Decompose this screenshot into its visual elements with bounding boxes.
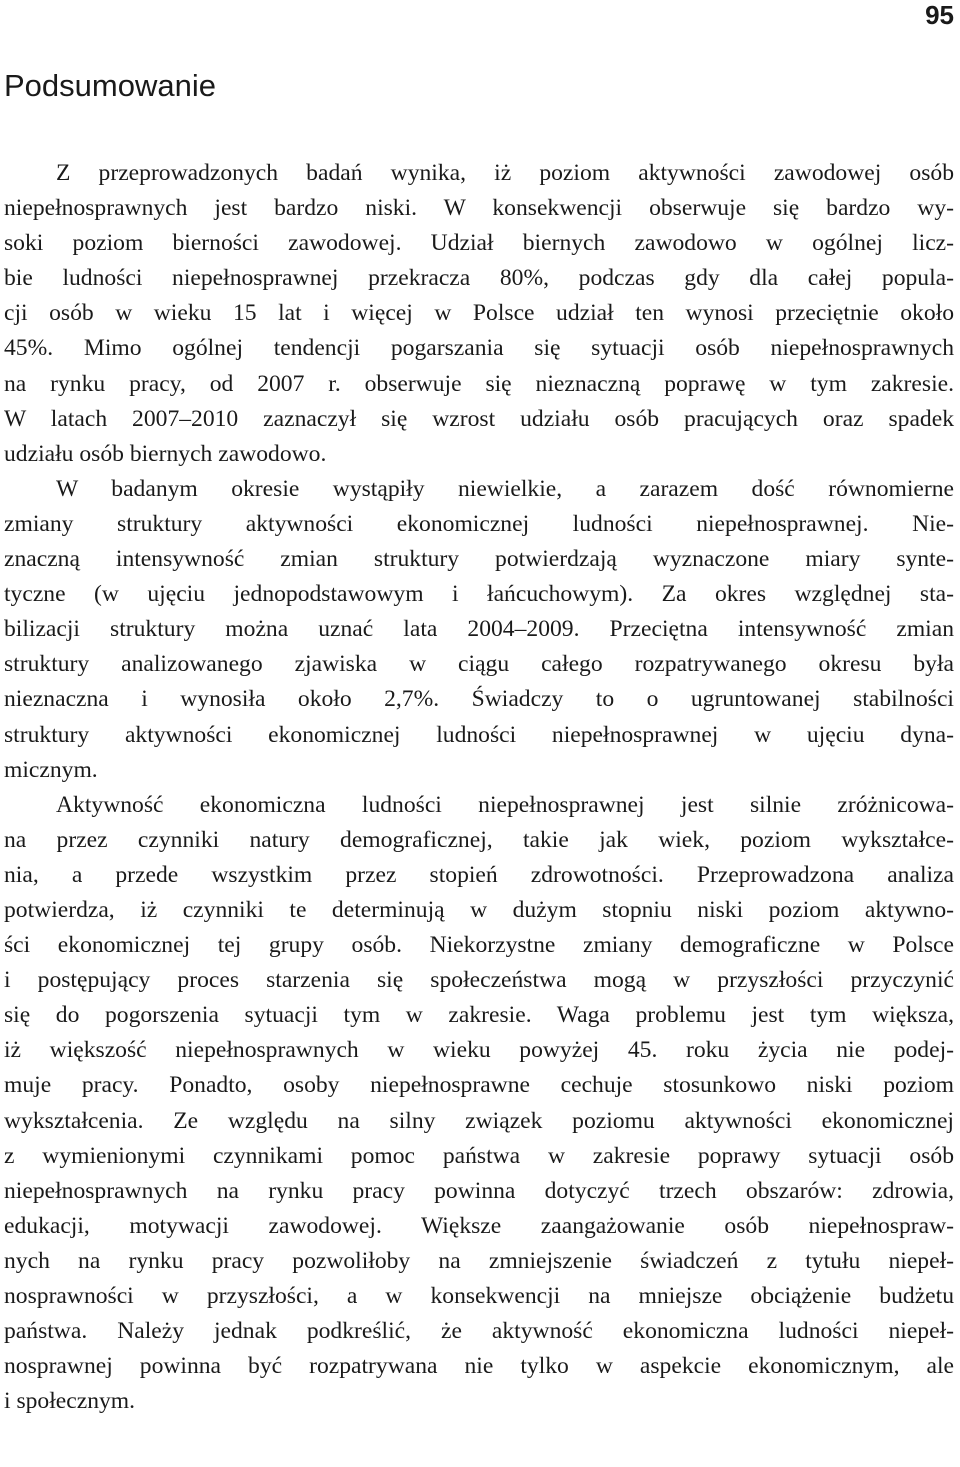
text-line: nych na rynku pracy pozwoliłoby na zmniejszenie świadczeń z tytułu niepeł- — [4, 1247, 954, 1274]
body-text — [4, 156, 954, 1419]
text-line: nosprawnej powinna być rozpatrywana nie tylko w aspekcie ekonomicznym, ale — [4, 1353, 954, 1380]
text-line: bilizacji struktury można uznać lata 2004–2009. Przeciętna intensywność zmian — [4, 616, 954, 643]
text-line: micznym. — [4, 756, 98, 783]
text-line: edukacji, motywacji zawodowej. Większe zaangażowanie osób niepełnospraw- — [4, 1212, 954, 1239]
text-line: W latach 2007–2010 zaznaczył się wzrost udziału osób pracujących oraz spadek — [4, 405, 954, 432]
text-line: nieznaczna i wynosiła około 2,7%. Świadczy to o ugruntowanej stabilności — [4, 686, 954, 713]
text-line: z wymienionymi czynnikami pomoc państwa w zakresie poprawy sytuacji osób — [4, 1142, 954, 1169]
text-line: potwierdza, iż czynniki te determinują w dużym stopniu niski poziom aktywno- — [4, 896, 954, 923]
text-line: na przez czynniki natury demograficznej, takie jak wiek, poziom wykształce- — [4, 826, 954, 853]
paragraph — [4, 788, 954, 1420]
text-line: się do pogorszenia sytuacji tym w zakresie. Waga problemu jest tym większa, — [4, 1002, 954, 1029]
text-line: iż większość niepełnosprawnych w wieku powyżej 45. roku życia nie podej- — [4, 1037, 954, 1064]
text-line: na rynku pracy, od 2007 r. obserwuje się nieznaczną poprawę w tym zakresie. — [4, 370, 954, 397]
text-line: zmiany struktury aktywności ekonomicznej ludności niepełnosprawnej. Nie- — [4, 510, 954, 537]
text-line: wykształcenia. Ze względu na silny związek poziomu aktywności ekonomicznej — [4, 1107, 954, 1134]
text-line: muje pracy. Ponadto, osoby niepełnosprawne cechuje stosunkowo niski poziom — [4, 1072, 954, 1099]
text-line: udziału osób biernych zawodowo. — [4, 440, 327, 467]
text-line: struktury aktywności ekonomicznej ludności niepełnosprawnej w ujęciu dyna- — [4, 721, 954, 748]
text-line: nosprawności w przyszłości, a w konsekwencji na mniejsze obciążenie budżetu — [4, 1283, 954, 1309]
text-line: Aktywność ekonomiczna ludności niepełnosprawnej jest silnie zróżnicowa- — [56, 791, 954, 818]
text-line: nia, a przede wszystkim przez stopień zdrowotności. Przeprowadzona analiza — [4, 861, 954, 888]
text-line: niepełnosprawnych na rynku pracy powinna dotyczyć trzech obszarów: zdrowia, — [4, 1177, 954, 1204]
text-line: i społecznym. — [4, 1388, 136, 1415]
text-line: Z przeprowadzonych badań wynika, iż poziom aktywności zawodowej osób — [56, 160, 954, 186]
text-line: struktury analizowanego zjawiska w ciągu całego rozpatrywanego okresu była — [4, 651, 954, 678]
text-line: ści ekonomicznej tej grupy osób. Niekorzystne zmiany demograficzne w Polsce — [4, 932, 954, 959]
text-line: cji osób w wieku 15 lat i więcej w Polsce udział ten wynosi przeciętnie około — [4, 300, 954, 327]
page-number: 95 — [925, 0, 954, 30]
page-title: Podsumowanie — [4, 68, 216, 103]
text-line: soki poziom bierności zawodowej. Udział biernych zawodowo w ogólnej licz- — [4, 230, 954, 257]
paragraph — [4, 156, 954, 472]
text-line: państwa. Należy jednak podkreślić, że aktywność ekonomiczna ludności niepeł- — [4, 1318, 954, 1345]
text-line: niepełnosprawnych jest bardzo niski. W konsekwencji obserwuje się bardzo wy- — [4, 195, 954, 222]
text-line: bie ludności niepełnosprawnej przekracza 80%, podczas gdy dla całej popula- — [4, 265, 954, 292]
paragraph — [4, 472, 954, 788]
text-line: tyczne (w ujęciu jednopodstawowym i łańcuchowym). Za okres względnej sta- — [4, 581, 954, 608]
text-line: znaczną intensywność zmian struktury potwierdzają wyznaczone miary synte- — [4, 546, 954, 573]
text-line: 45%. Mimo ogólnej tendencji pogarszania się sytuacji osób niepełnosprawnych — [4, 335, 954, 362]
text-line: W badanym okresie wystąpiły niewielkie, a zarazem dość równomierne — [56, 475, 954, 502]
text-line: i postępujący proces starzenia się społeczeństwa mogą w przyszłości przyczynić — [4, 967, 954, 994]
